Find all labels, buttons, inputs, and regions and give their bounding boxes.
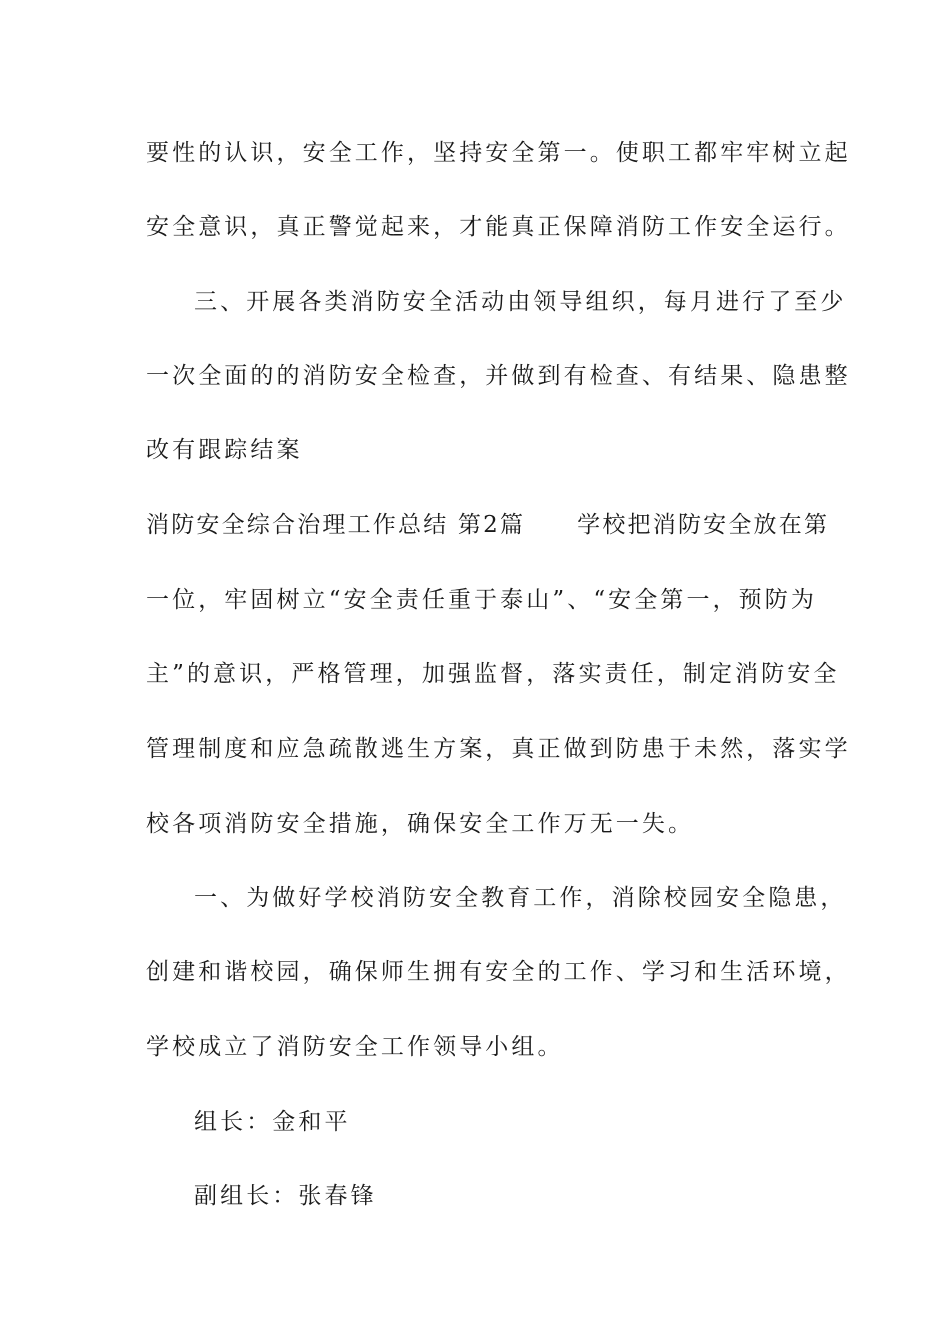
- body-text-line: 主”的意识，严格管理，加强监督，落实责任，制定消防安全: [146, 661, 840, 687]
- body-text-line: 改有跟踪结案: [146, 437, 303, 463]
- body-text-line: 一次全面的的消防安全检查，并做到有检查、有结果、隐患整: [146, 363, 851, 389]
- paragraph-start-line: 三、开展各类消防安全活动由领导组织，每月进行了至少: [194, 289, 847, 315]
- body-text-line: 管理制度和应急疏散逃生方案，真正做到防患于未然，落实学: [146, 736, 851, 762]
- body-text-line: 校各项消防安全措施，确保安全工作万无一失。: [146, 811, 695, 837]
- body-text-line: 创建和谐校园，确保师生拥有安全的工作、学习和生活环境，: [146, 959, 851, 985]
- body-text-line: 一位，牢固树立“安全责任重于泰山”、“安全第一，预防为: [146, 587, 817, 613]
- section-heading-tail: 学校把消防安全放在第: [577, 512, 830, 538]
- section-heading: 消防安全综合治理工作总结 第2篇: [146, 512, 526, 538]
- deputy-leader-line: 副组长：张春锋: [194, 1183, 377, 1209]
- paragraph-start-line: 一、为做好学校消防安全教育工作，消除校园安全隐患，: [194, 885, 847, 911]
- section-heading-line: [146, 510, 830, 540]
- team-leader-line: 组长：金和平: [194, 1109, 351, 1135]
- body-text-line: 学校成立了消防安全工作领导小组。: [146, 1034, 564, 1060]
- body-text-line: 要性的认识，安全工作，坚持安全第一。使职工都牢牢树立起: [146, 140, 851, 166]
- body-text-line: 安全意识，真正警觉起来，才能真正保障消防工作安全运行。: [146, 214, 851, 240]
